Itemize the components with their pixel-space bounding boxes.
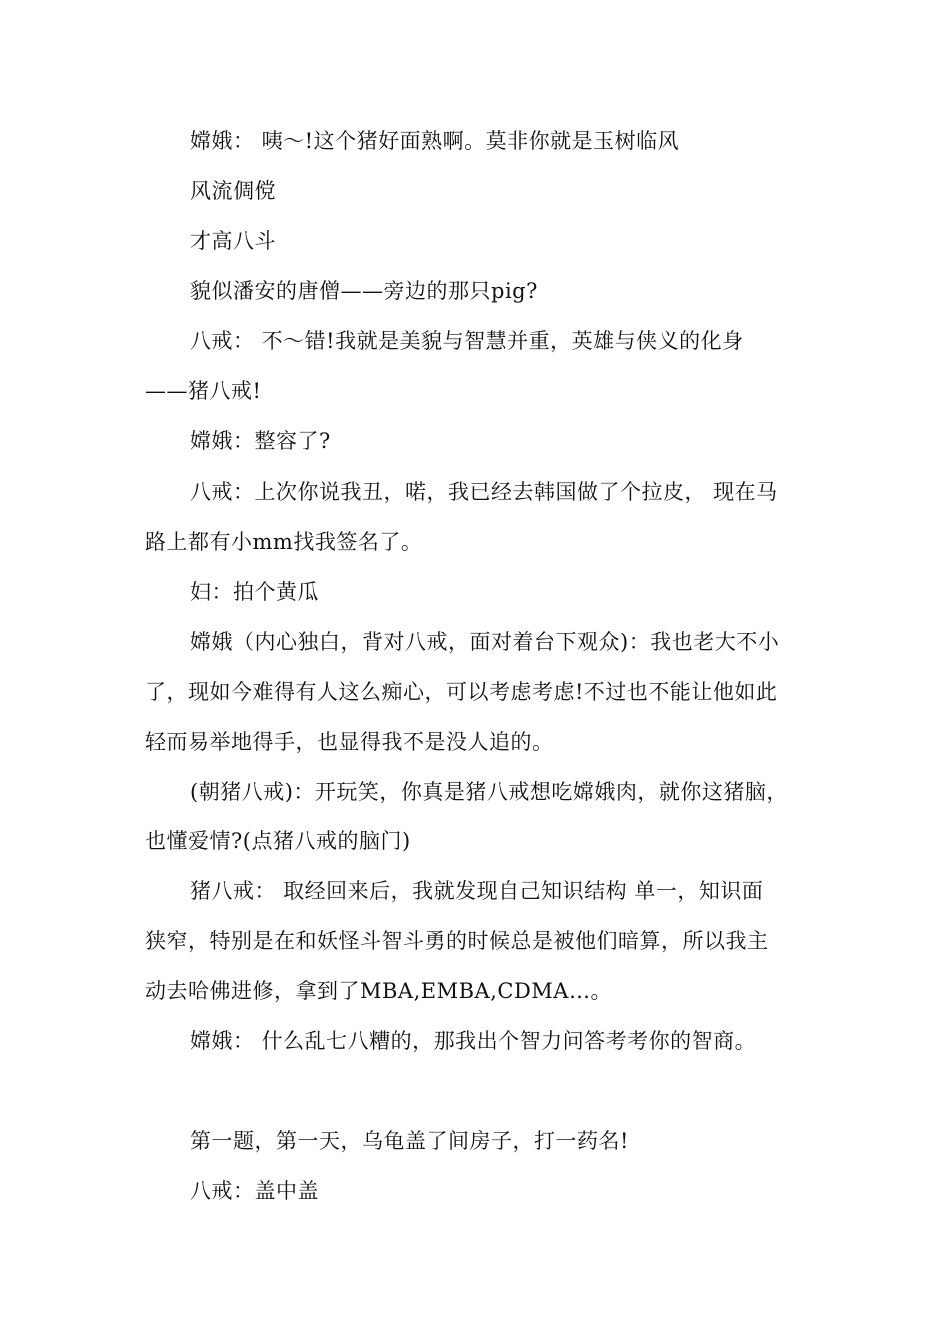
text-line-8: 八戒：上次你说我丑，喏，我已经去韩国做了个拉皮， 现在马: [190, 480, 778, 504]
text-line-17: 狭窄，特别是在和妖怪斗智斗勇的时候总是被他们暗算，所以我主: [145, 929, 769, 953]
text-line-10: 妇：拍个黄瓜: [190, 580, 319, 604]
text-line-12: 了，现如今难得有人这么痴心，可以考虑考虑!不过也不能让他如此: [145, 680, 778, 704]
text-line-2: 风流倜傥: [190, 179, 276, 203]
text-line-15: 也懂爱情?(点猪八戒的脑门): [145, 829, 411, 853]
text-line-16: 猪八戒： 取经回来后，我就发现自己知识结构 单一，知识面: [190, 879, 764, 903]
text-line-18: 动去哈佛进修，拿到了MBA,EMBA,CDMA…。: [145, 979, 612, 1003]
text-line-13: 轻而易举地得手，也显得我不是没人追的。: [145, 730, 554, 754]
text-line-3: 才高八斗: [190, 229, 276, 253]
text-line-6: ——猪八戒!: [145, 379, 262, 403]
text-line-5: 八戒： 不～错!我就是美貌与智慧并重，英雄与侠义的化身: [190, 329, 744, 353]
text-line-14: (朝猪八戒)：开玩笑，你真是猪八戒想吃嫦娥肉，就你这猪脑，: [190, 780, 788, 804]
text-line-11: 嫦娥（内心独白，背对八戒，面对着台下观众)：我也老大不小: [190, 630, 780, 654]
text-line-21: 八戒：盖中盖: [190, 1179, 319, 1203]
text-line-7: 嫦娥：整容了?: [190, 429, 331, 453]
text-line-20: 第一题，第一天，乌龟盖了间房子，打一药名!: [190, 1129, 629, 1153]
text-line-4: 貌似潘安的唐僧——旁边的那只pig?: [190, 279, 538, 303]
text-line-1: 嫦娥： 咦～!这个猪好面熟啊。莫非你就是玉树临风: [190, 129, 680, 153]
text-line-9: 路上都有小mm找我签名了。: [145, 530, 423, 554]
text-line-19: 嫦娥： 什么乱七八糟的，那我出个智力问答考考你的智商。: [190, 1029, 757, 1053]
